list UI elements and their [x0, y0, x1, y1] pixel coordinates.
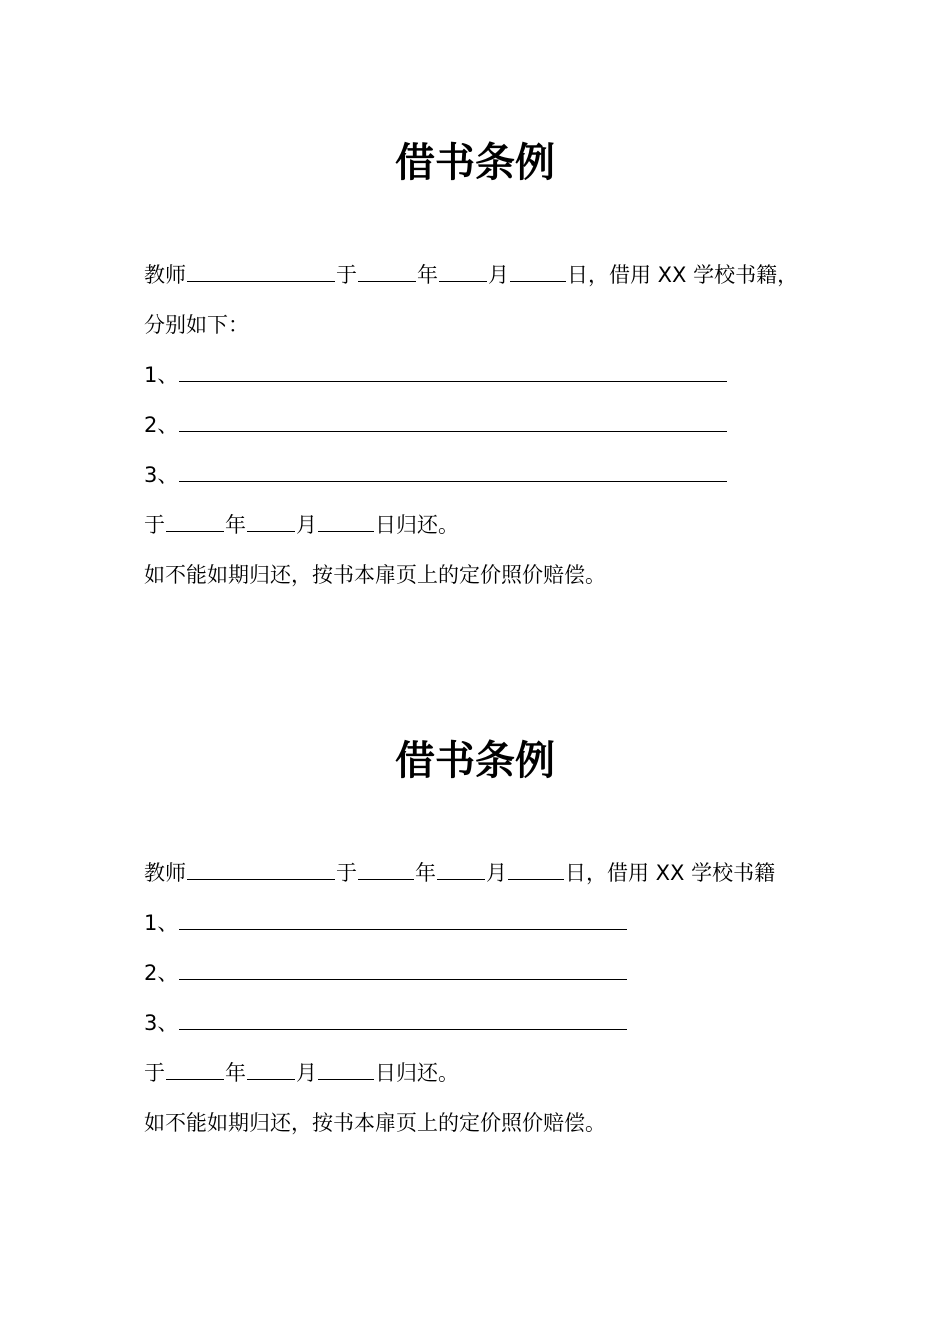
- teacher-name-blank[interactable]: [187, 858, 335, 880]
- item-number: 1、: [144, 911, 179, 935]
- return-year-blank[interactable]: [166, 510, 224, 532]
- form2-item-1: [144, 908, 628, 938]
- day-borrow-text: 日，借用 XX 学校书籍，: [567, 263, 799, 287]
- month-label: 月: [486, 861, 507, 885]
- return-on-label: 于: [144, 1061, 165, 1085]
- return-year-label: 年: [225, 1061, 246, 1085]
- return-on-label: 于: [144, 513, 165, 537]
- teacher-label: 教师: [144, 861, 186, 885]
- day-borrow-text: 日，借用 XX 学校书籍: [565, 861, 776, 885]
- return-day-blank[interactable]: [318, 1058, 374, 1080]
- item-number: 2、: [144, 961, 179, 985]
- day-blank[interactable]: [510, 260, 566, 282]
- form2-penalty: 如不能如期归还，按书本扉页上的定价照价赔偿。: [144, 1111, 606, 1135]
- form1-item-2: [144, 410, 728, 440]
- on-label: 于: [336, 263, 357, 287]
- book-title-blank[interactable]: [179, 908, 627, 930]
- return-year-blank[interactable]: [166, 1058, 224, 1080]
- teacher-name-blank[interactable]: [187, 260, 335, 282]
- year-label: 年: [415, 861, 436, 885]
- form2-title: 借书条例: [395, 738, 555, 784]
- year-label: 年: [417, 263, 438, 287]
- form1-continuation: 分别如下：: [144, 313, 249, 337]
- return-month-label: 月: [296, 1061, 317, 1085]
- item-number: 2、: [144, 413, 179, 437]
- return-month-label: 月: [296, 513, 317, 537]
- return-month-blank[interactable]: [247, 1058, 295, 1080]
- item-number: 3、: [144, 1011, 179, 1035]
- return-day-blank[interactable]: [318, 510, 374, 532]
- return-year-label: 年: [225, 513, 246, 537]
- book-title-blank[interactable]: [179, 410, 727, 432]
- day-blank[interactable]: [508, 858, 564, 880]
- form1-return-line: [144, 510, 459, 540]
- on-label: 于: [336, 861, 357, 885]
- return-month-blank[interactable]: [247, 510, 295, 532]
- year-blank[interactable]: [358, 260, 416, 282]
- form1-item-1: [144, 360, 728, 390]
- item-number: 3、: [144, 463, 179, 487]
- form2-borrow-line: [144, 858, 775, 888]
- form1-title: 借书条例: [395, 140, 555, 186]
- return-day-text: 日归还。: [375, 1061, 459, 1085]
- book-title-blank[interactable]: [179, 360, 727, 382]
- form1-penalty: 如不能如期归还，按书本扉页上的定价照价赔偿。: [144, 563, 606, 587]
- book-title-blank[interactable]: [179, 958, 627, 980]
- month-blank[interactable]: [437, 858, 485, 880]
- form2-item-3: [144, 1008, 628, 1038]
- return-day-text: 日归还。: [375, 513, 459, 537]
- month-blank[interactable]: [439, 260, 487, 282]
- year-blank[interactable]: [358, 858, 414, 880]
- month-label: 月: [488, 263, 509, 287]
- book-title-blank[interactable]: [179, 1008, 627, 1030]
- form2-item-2: [144, 958, 628, 988]
- item-number: 1、: [144, 363, 179, 387]
- book-title-blank[interactable]: [179, 460, 727, 482]
- form2-return-line: [144, 1058, 459, 1088]
- teacher-label: 教师: [144, 263, 186, 287]
- form1-item-3: [144, 460, 728, 490]
- form1-borrow-line: [144, 260, 798, 290]
